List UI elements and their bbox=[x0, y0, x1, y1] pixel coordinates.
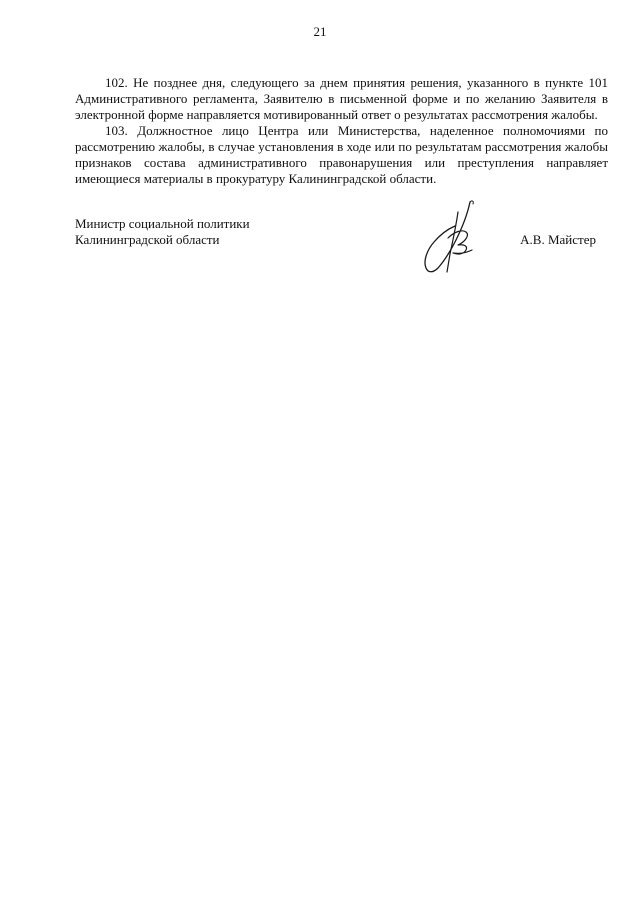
signer-title bbox=[75, 216, 250, 248]
paragraph-103: 103. Должностное лицо Центра или Министерства, наделенное полномочиями по рассмотрению жалобы, в случае установления в ходе или по результатам рассмотрения жалобы признаков состава административного правонарушения или преступления направляет имеющиеся материалы в прокуратуру Калининградской области. bbox=[75, 123, 608, 186]
paragraph-102: 102. Не позднее дня, следующего за днем принятия решения, указанного в пункте 101 Административного регламента, Заявителю в письменной форме и по желанию Заявителя в электронной форме направляется мотивированный ответ о результатах рассмотрения жалобы. bbox=[75, 75, 608, 122]
signature-block bbox=[75, 216, 608, 276]
signer-title-line-2: Калининградской области bbox=[75, 232, 220, 247]
handwritten-signature bbox=[420, 198, 490, 276]
document-body bbox=[75, 75, 608, 187]
page-number: 21 bbox=[313, 24, 327, 39]
signer-title-line-1: Министр социальной политики bbox=[75, 216, 250, 231]
signer-name: А.В. Майстер bbox=[520, 232, 596, 247]
